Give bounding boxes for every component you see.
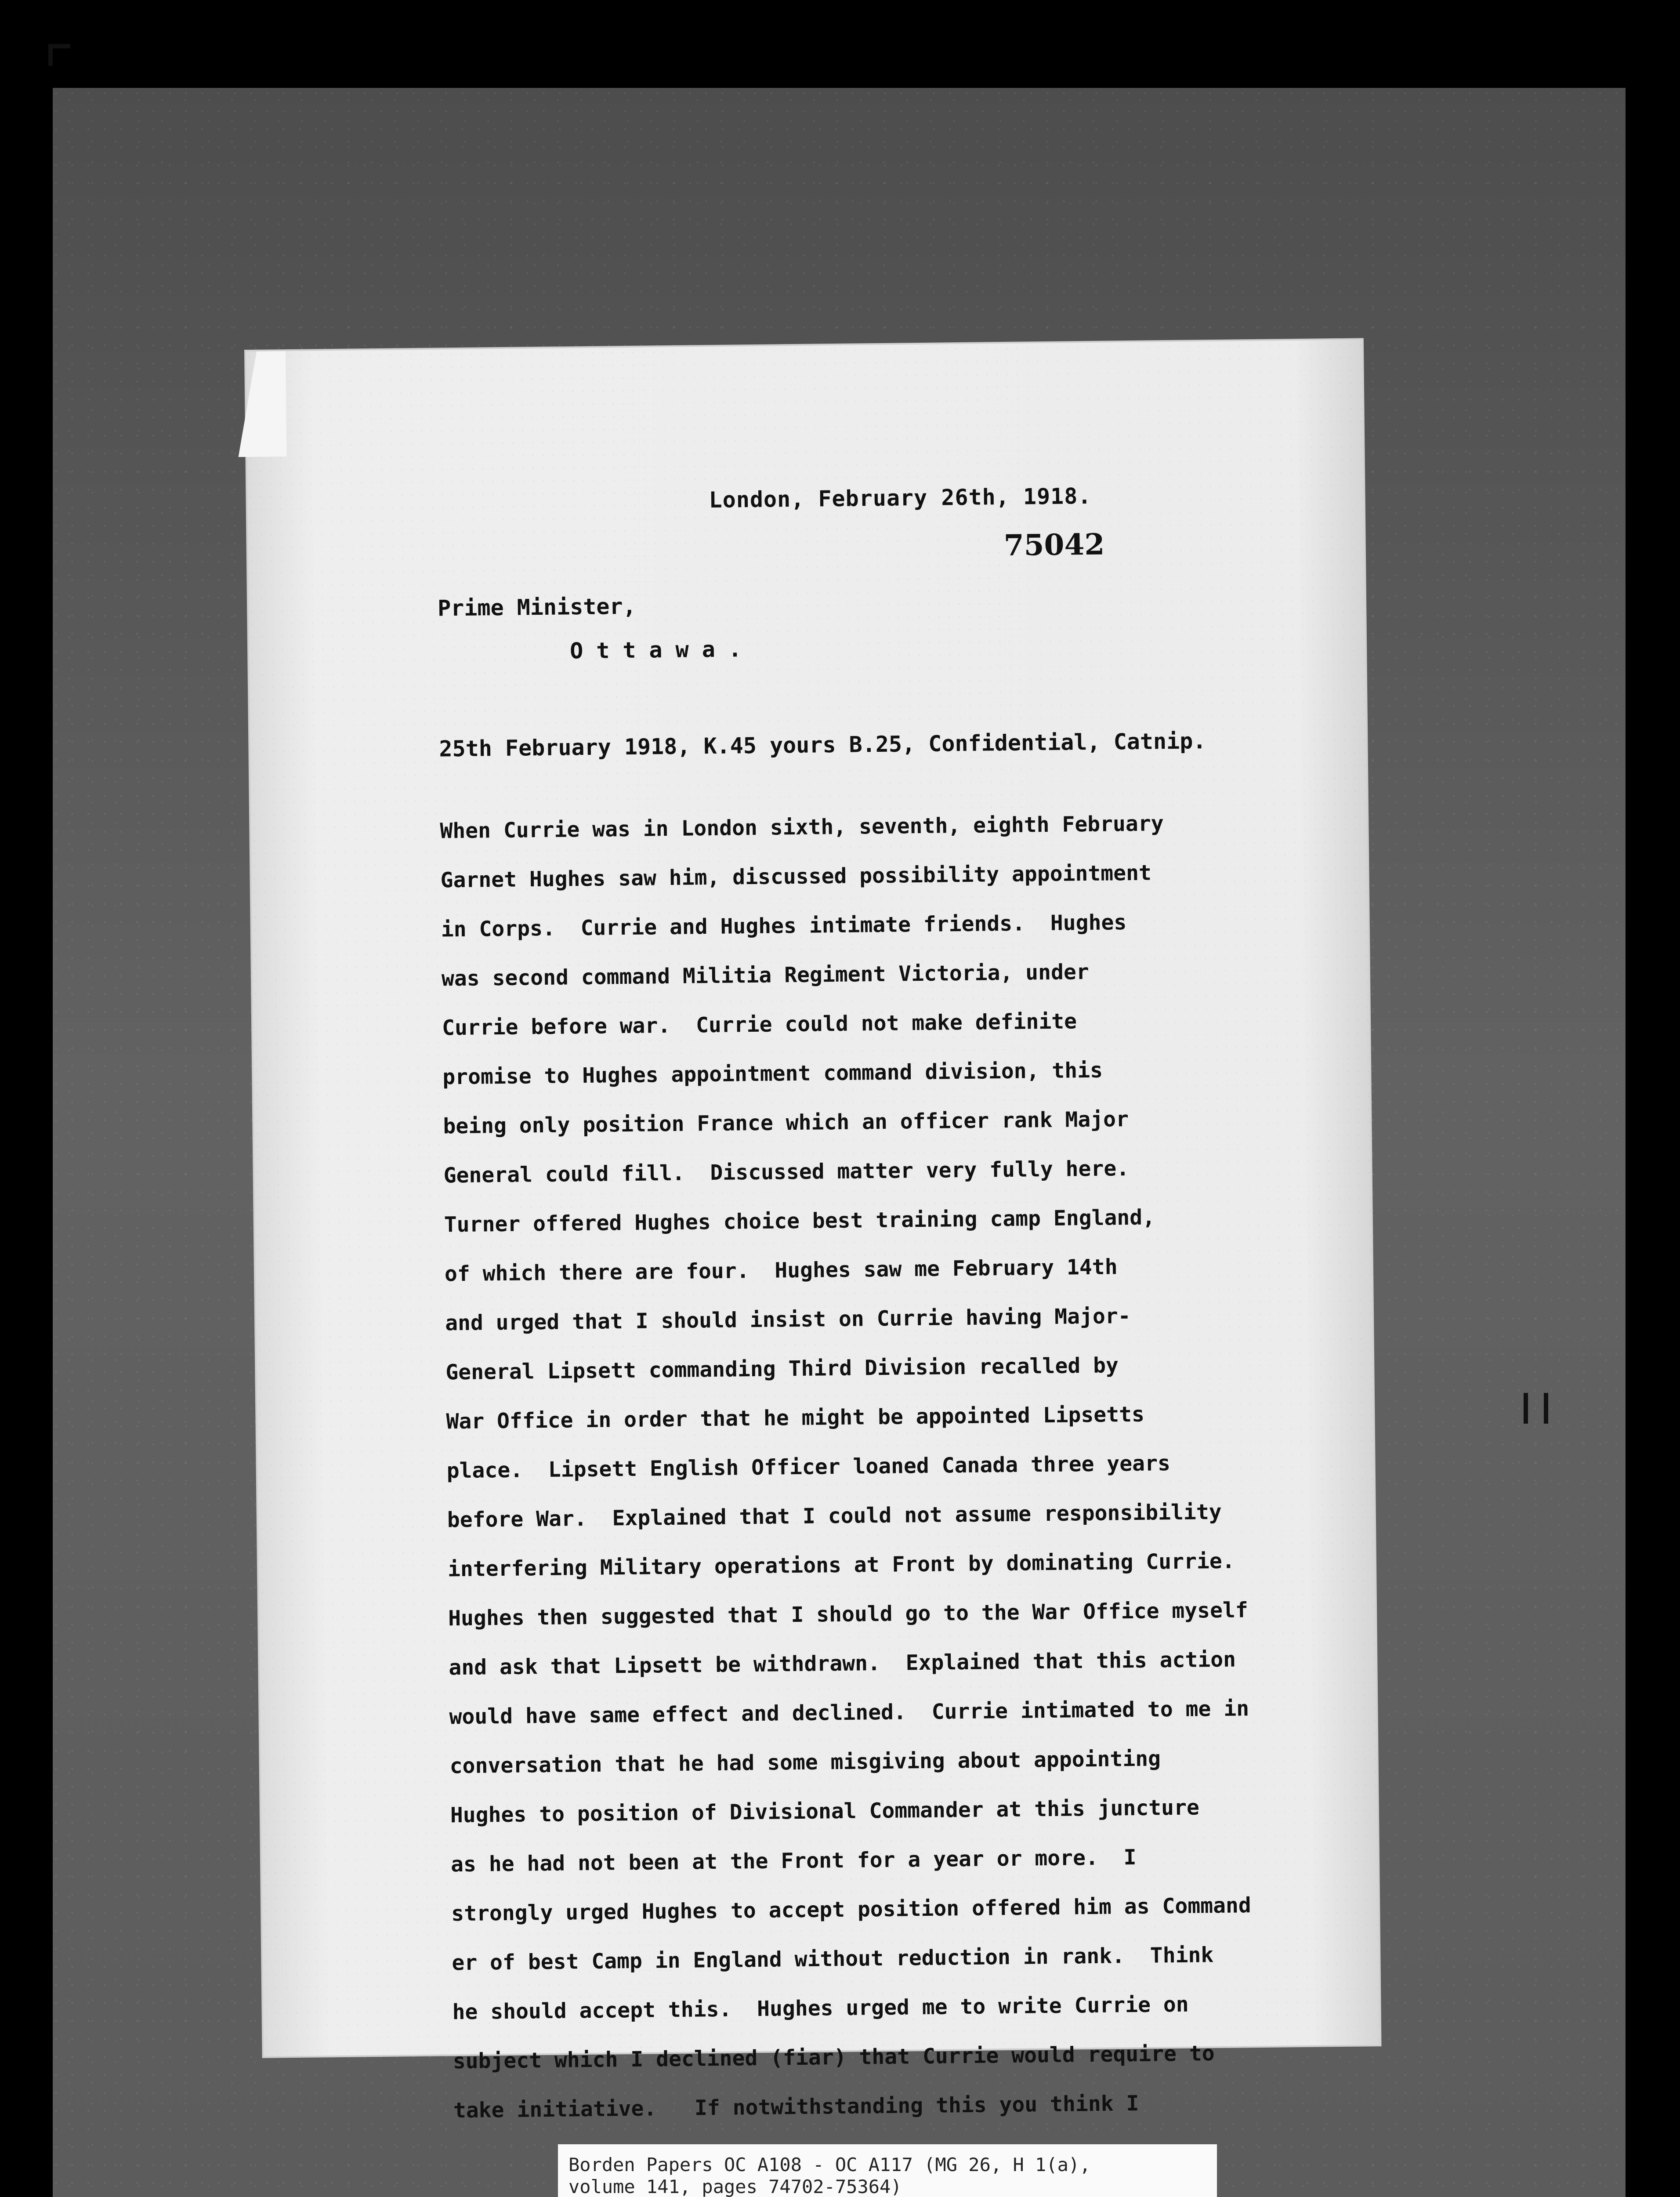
letter-line: he should accept this. Hughes urged me to write Currie on xyxy=(452,1992,1189,2025)
letter-line: of which there are four. Hughes saw me February 14th xyxy=(444,1254,1118,1287)
letter-line: interfering Military operations at Front by dominating Currie. xyxy=(447,1548,1235,1582)
letter-line: strongly urged Hughes to accept position offered him as Command xyxy=(451,1893,1252,1926)
letter-line: subject which I declined (fiar) that Currie would require to xyxy=(453,2041,1215,2074)
collection-index-label xyxy=(558,2144,1217,2197)
letter-line: in Corps. Currie and Hughes intimate friends. Hughes xyxy=(441,910,1127,942)
letter-line: before War. Explained that I could not assume responsibility xyxy=(447,1499,1222,1533)
letter-line: and ask that Lipsett be withdrawn. Explained that this action xyxy=(449,1647,1236,1680)
letter-line: place. Lipsett English Officer loaned Canada three years xyxy=(446,1451,1171,1483)
letter-addressee: Prime Minister, xyxy=(437,593,636,621)
letter-line: Garnet Hughes saw him, discussed possibility appointment xyxy=(440,860,1152,893)
letter-line: General Lipsett commanding Third Division recalled by xyxy=(445,1353,1119,1385)
archive-stamp-number: 75042 xyxy=(1003,527,1105,562)
typed-letter xyxy=(246,340,1379,2123)
letter-line: would have same effect and declined. Currie intimated to me in xyxy=(449,1696,1249,1729)
letter-dateline: London, February 26th, 1918. xyxy=(709,483,1092,513)
letter-addressee-city: Ottawa. xyxy=(569,636,755,664)
letter-line: conversation that he had some misgiving about appointing xyxy=(449,1746,1161,1779)
letter-body xyxy=(440,797,1368,2135)
letter-line: When Currie was in London sixth, seventh, eighth February xyxy=(440,811,1164,844)
edge-mark xyxy=(1524,1393,1548,1424)
letter-line: was second command Militia Regiment Victoria, under xyxy=(441,959,1090,991)
frame-corner-mark xyxy=(48,44,70,66)
letter-reference: 25th February 1918, K.45 yours B.25, Confidential, Catnip. xyxy=(439,728,1206,762)
letter-line: Turner offered Hughes choice best training camp England, xyxy=(444,1205,1155,1237)
index-label-line: Borden Papers OC A108 - OC A117 (MG 26, H 1(a), xyxy=(568,2154,1091,2175)
letter-line: take initiative. If notwithstanding this you think I xyxy=(453,2091,1139,2123)
letter-text xyxy=(246,340,1379,2123)
letter-line: as he had not been at the Front for a year or more. I xyxy=(450,1845,1137,1877)
letter-line: promise to Hughes appointment command division, this xyxy=(442,1058,1103,1090)
letter-line: General could fill. Discussed matter very fully here. xyxy=(443,1156,1130,1188)
letter-line: Currie before war. Currie could not make definite xyxy=(442,1009,1077,1040)
letter-line: War Office in order that he might be appointed Lipsetts xyxy=(446,1402,1145,1434)
letter-line: Hughes then suggested that I should go to the War Office myself xyxy=(448,1598,1249,1631)
letter-line: and urged that I should insist on Currie having Major- xyxy=(445,1304,1131,1336)
letter-line: being only position France which an officer rank Major xyxy=(443,1107,1129,1139)
letter-line: Hughes to position of Divisional Commander at this juncture xyxy=(450,1795,1200,1828)
letter-line: er of best Camp in England without reduction in rank. Think xyxy=(452,1943,1214,1976)
index-label-line: volume 141, pages 74702-75364) xyxy=(568,2176,902,2197)
